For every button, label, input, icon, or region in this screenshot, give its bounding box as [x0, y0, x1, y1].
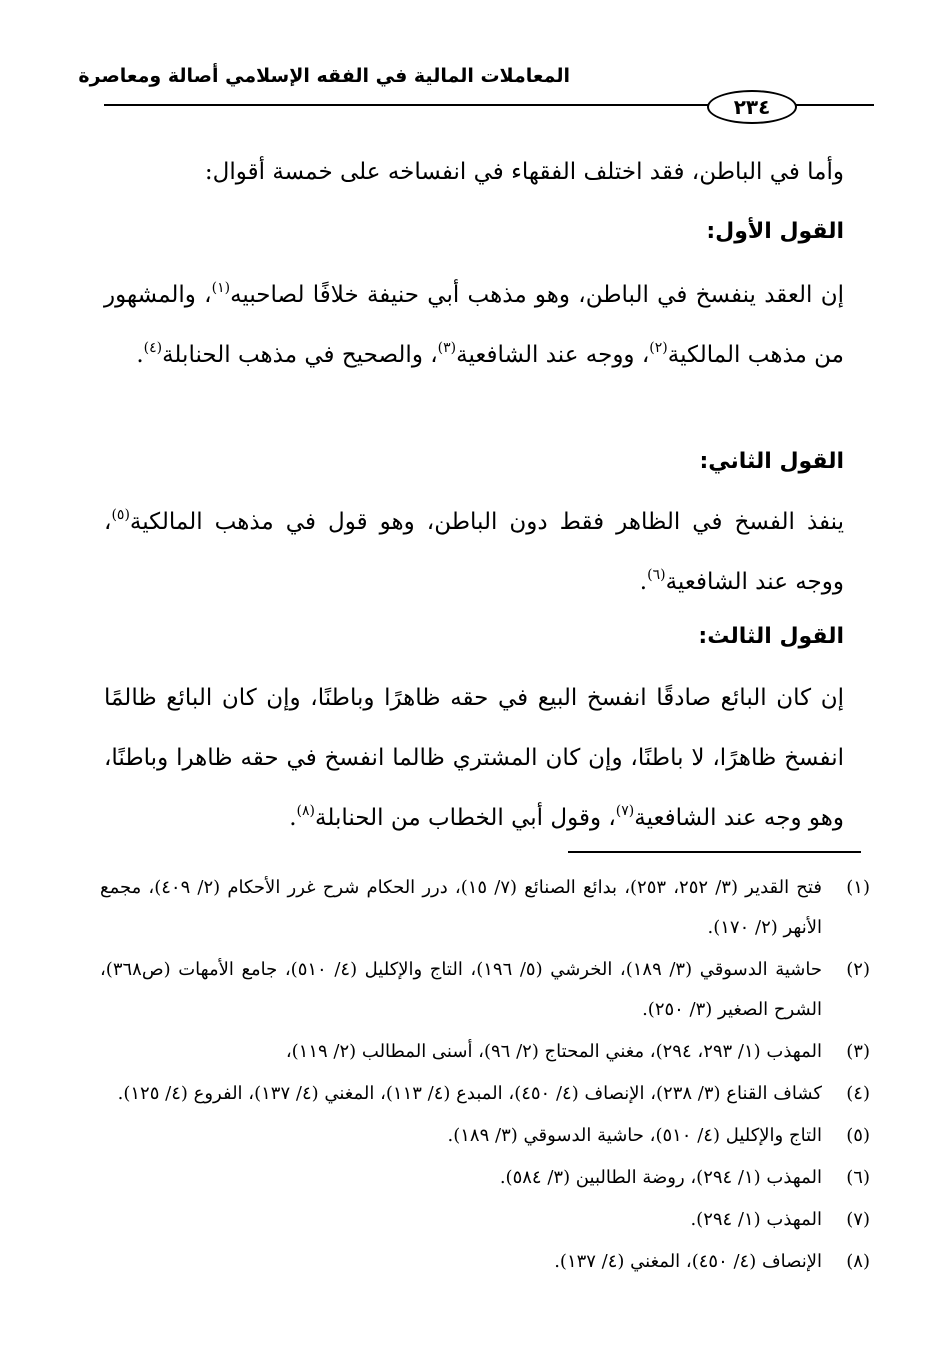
page-number: ٢٣٤ — [707, 90, 797, 124]
opinion-3-heading: القول الثالث: — [698, 624, 844, 649]
footnote-text: الإنصاف (٤/ ٤٥٠)، المغني (٤/ ١٣٧). — [554, 1251, 822, 1272]
opinion-1-heading: القول الأول: — [706, 219, 844, 244]
opinion-1-block — [104, 212, 844, 252]
footnote-item — [100, 1158, 870, 1198]
opinion-3-text-block — [104, 668, 844, 848]
intro-paragraph: وأما في الباطن، فقد اختلف الفقهاء في انفساخه على خمسة أقوال: — [204, 159, 844, 185]
footnote-text: المهذب (١/ ٢٩٣، ٢٩٤)، مغني المحتاج (٢/ ٩٦)، أسنى المطالب (٢/ ١١٩)، — [285, 1041, 822, 1062]
text-run: ينفذ الفسخ في الظاهر فقط دون الباطن، وهو قول في مذهب المالكية — [129, 509, 844, 535]
footnote-item — [100, 868, 870, 948]
text-run: ، ووجه عند الشافعية — [104, 509, 844, 595]
footnote-item — [100, 950, 870, 1030]
footnote-ref[interactable]: (٥) — [111, 507, 130, 523]
text-run: إن العقد ينفسخ في الباطن، وهو مذهب أبي حنيفة خلافًا لصاحبيه — [230, 282, 844, 308]
footnote-number: (١) — [846, 877, 870, 898]
footnote-ref[interactable]: (٨) — [296, 803, 316, 819]
intro-block — [104, 142, 844, 202]
footnote-text: المهذب (١/ ٢٩٤)، روضة الطالبين (٣/ ٥٨٤). — [499, 1167, 822, 1188]
text-run: ، والمشهور من مذهب المالكية — [104, 282, 844, 368]
opinion-2-paragraph — [104, 492, 844, 612]
text-run: . — [639, 569, 648, 595]
footnote-text: حاشية الدسوقي (٣/ ١٨٩)، الخرشي (٥/ ١٩٦)، التاج والإكليل (٤/ ٥١٠)، جامع الأمهات (ص٣٦٨)، الشرح الصغير (٣/ ٢٥٠). — [100, 959, 822, 1020]
opinion-3-paragraph — [104, 668, 844, 848]
footnote-ref[interactable]: (٢) — [649, 340, 668, 356]
footnote-text: فتح القدير (٣/ ٢٥٢، ٢٥٣)، بدائع الصنائع (٧/ ١٥)، درر الحكام شرح غرر الأحكام (٢/ ٤٠٩)، مجمع الأنهر (٢/ ١٧٠). — [100, 877, 822, 938]
footnote-item — [100, 1200, 870, 1240]
text-run: ، والصحيح في مذهب الحنابلة — [162, 342, 438, 368]
footnote-text: كشاف القناع (٣/ ٢٣٨)، الإنصاف (٤/ ٤٥٠)، المبدع (٤/ ١١٣)، المغني (٤/ ١٣٧)، الفروع (٤/ ١٢٥). — [117, 1083, 822, 1104]
footnote-item — [100, 1074, 870, 1114]
footnote-separator — [568, 851, 861, 853]
footnote-item — [100, 1032, 870, 1072]
text-run: ، ووجه عند الشافعية — [456, 342, 650, 368]
footnote-number: (٦) — [846, 1167, 870, 1188]
opinion-2-text-block — [104, 492, 844, 612]
text-run: إن كان البائع صادقًا انفسخ البيع في حقه ظاهرًا وباطنًا، وإن كان البائع ظالمًا انفسخ ظاهرًا، لا باطنًا، وإن كان المشتري ظالما انفسخ في حقه ظاهرا وباطنًا، وهو وجه عند الشافعية — [104, 685, 844, 831]
footnote-item — [100, 1242, 870, 1282]
footnote-number: (٨) — [846, 1251, 870, 1272]
opinion-3-block — [104, 617, 844, 657]
text-run: . — [136, 342, 144, 368]
footnote-number: (٣) — [846, 1041, 870, 1062]
footnote-ref[interactable]: (٦) — [647, 567, 666, 583]
opinion-2-heading: القول الثاني: — [699, 449, 844, 474]
footnote-ref[interactable]: (٧) — [615, 803, 635, 819]
footnote-ref[interactable]: (١) — [211, 280, 231, 296]
opinion-1-paragraph — [104, 265, 844, 385]
text-run: ، وقول أبي الخطاب من الحنابلة — [315, 805, 616, 831]
footnote-number: (٤) — [846, 1083, 870, 1104]
opinion-1-text-block — [104, 265, 844, 385]
footnote-number: (٧) — [846, 1209, 870, 1230]
running-title: المعاملات المالية في الفقه الإسلامي أصالة ومعاصرة — [78, 65, 570, 87]
footnote-text: التاج والإكليل (٤/ ٥١٠)، حاشية الدسوقي (٣/ ١٨٩). — [447, 1125, 822, 1146]
footnote-ref[interactable]: (٤) — [143, 340, 163, 356]
footnotes-list — [100, 868, 870, 1284]
footnote-number: (٥) — [846, 1125, 870, 1146]
opinion-2-block — [104, 442, 844, 482]
footnote-number: (٢) — [846, 959, 870, 980]
footnote-text: المهذب (١/ ٢٩٤). — [690, 1209, 822, 1230]
footnote-ref[interactable]: (٣) — [437, 340, 457, 356]
footnote-item — [100, 1116, 870, 1156]
text-run: . — [289, 805, 297, 831]
